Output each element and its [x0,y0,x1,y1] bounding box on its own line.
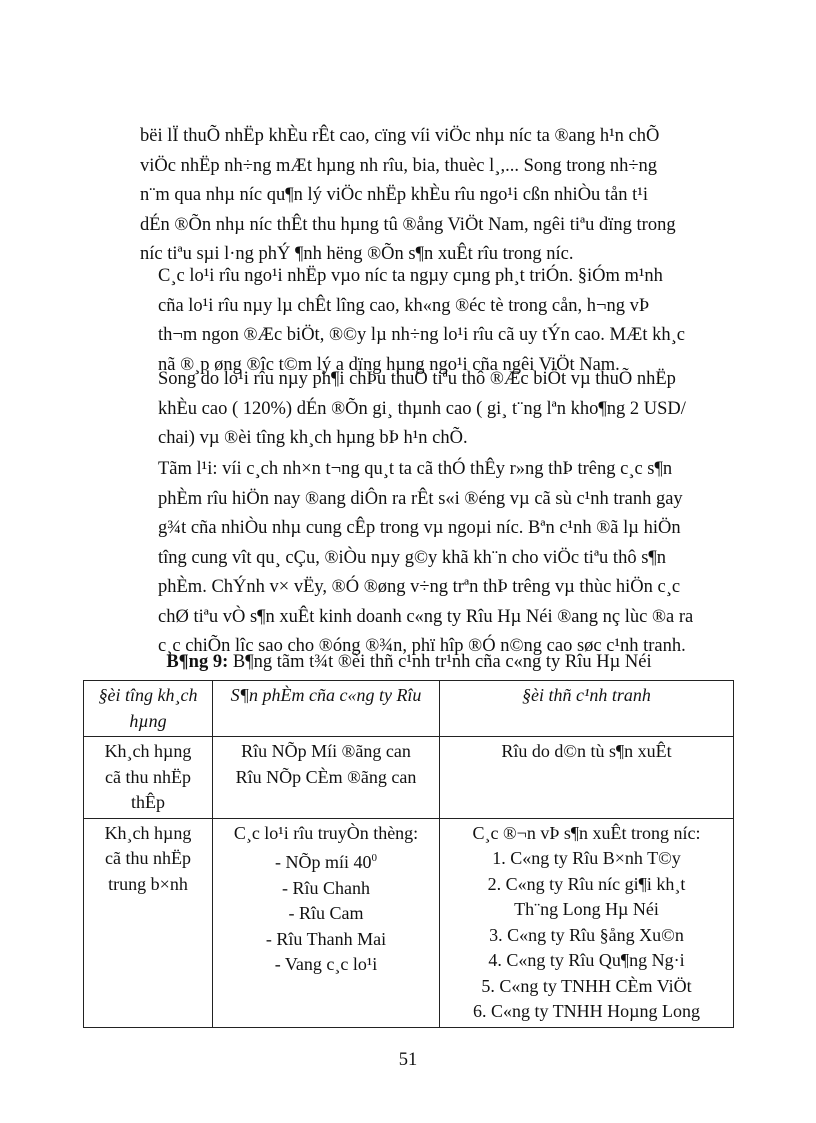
cell-line: 6. C«ng ty TNHH Hoµng Long [472,1001,701,1021]
cell-line: - Rîu Cam [288,903,364,923]
cell-line [217,846,435,876]
cell-line: thÊp [131,792,165,812]
cell-line: 4. C«ng ty Rîu Qu¶ng Ng·i [488,950,685,970]
cell-line: Rîu NÕp Míi ®ãng can [241,741,411,761]
table-caption [84,650,734,674]
table-cell [213,818,440,1027]
cell-line: Th¨ng Long Hµ Néi [514,899,659,919]
text-line: bëi lÏ thuÕ nhËp khÈu rÊt cao, cïng víi viÖc nhµ níc ta ®ang h¹n chÕ [140,126,660,146]
text-line: chai) vµ ®èi tîng kh¸ch hµng bÞ h¹n chÕ. [158,428,468,448]
text-line: nã ®¸p øng ®îc t©m lý a dïng hµng ngo¹i cña ngêi ViÖt Nam. [158,354,620,375]
cell-line: C¸c ®¬n vÞ s¶n xuÊt trong níc: [472,822,701,843]
header-cell-customers [84,681,213,737]
caption-text: B¶ng tãm t¾t ®èi thñ c¹nh tr¹nh cña c«ng ty Rîu Hµ Néi [228,652,652,672]
cell-line: 5. C«ng ty TNHH CÈm ViÖt [481,975,692,996]
text-line: cña lo¹i rîu nµy lµ chÊt lîng cao, kh«ng ®éc tè trong cån, h¬ng vÞ [158,295,650,316]
text-line: g¾t cña nhiÒu nhµ cung cÊp trong vµ ngoµi níc. Bªn c¹nh ®ã lµ hiÖn [158,518,681,538]
table-cell [84,818,213,1027]
cell-line: trung b×nh [108,873,188,894]
text-line: phÈm rîu hiÖn nay ®ang diÔn ra rÊt s«i ®éng vµ cã sù c¹nh tranh gay [158,488,683,509]
header-cell-products [213,681,440,737]
cell-line: §èi thñ c¹nh tranh [522,685,651,705]
paragraph-1 [140,122,695,270]
table-cell [84,737,213,819]
text-line: n¨m qua nhµ níc qu¶n lý viÖc nhËp khÈu rîu ngo¹i cßn nhiÒu tån t¹i [140,185,648,205]
cell-line: cã thu nhËp [105,766,191,787]
text-line: khÈu cao ( 120%) dÉn ®Õn gi¸ thµnh cao ( gi¸ t¨ng lªn kho¶ng 2 USD/ [158,398,686,419]
caption-label: B¶ng 9: [166,652,229,672]
header-cell-competitors [440,681,734,737]
cell-line: C¸c lo¹i rîu truyÒn thèng: [233,822,419,843]
text-line: c¸c chiÕn lîc sao cho ®óng ®¾n, phï hîp ®Ó n©ng cao søc c¹nh tranh. [158,636,686,656]
cell-line: 1. C«ng ty Rîu B×nh T©y [492,848,681,868]
text-line: níc tiªu sµi l·ng phÝ ¶nh hëng ®Õn s¶n xuÊt rîu trong níc. [140,244,574,264]
cell-line: - Vang c¸c lo¹i [274,954,378,974]
cell-line: cã thu nhËp [105,848,191,868]
cell-line: 2. C«ng ty Rîu níc gi¶i kh¸t [487,873,686,894]
text-line: phÈm. ChÝnh v× vËy, ®Ó ®øng v÷ng trªn thÞ trêng vµ thùc hiÖn c¸c [158,577,681,597]
cell-line: Rîu do d©n tù s¶n xuÊt [501,741,672,761]
text-line: Song do lo¹i rîu nµy ph¶i chÞu thuÕ tiªu thô ®Æc biÖt vµ thuÕ nhËp [158,369,676,389]
text-line: dÉn ®Õn nhµ níc thÊt thu hµng tû ®ång ViÖt Nam, ngêi tiªu dïng trong [140,214,676,235]
text-line: viÖc nhËp nh÷ng mÆt hµng nh rîu, bia, thuèc l¸,... Song trong nh÷ng [140,155,658,176]
paragraph-2 [140,262,695,380]
degree-superscript: 0 [371,852,377,864]
table-row [84,818,734,1027]
cell-line: §èi tîng kh¸ch [98,685,198,705]
table-cell [440,818,734,1027]
cell-line: Rîu NÕp CÈm ®ãng can [235,766,417,787]
competitor-table [83,680,734,1028]
cell-line: 3. C«ng ty Rîu §ång Xu©n [489,924,684,945]
text-line: tîng cung vît qu¸ cÇu, ®iÒu nµy g©y khã kh¨n cho viÖc tiªu thô s¶n [158,547,667,568]
cell-line: - Rîu Thanh Mai [265,928,387,949]
cell-line: Kh¸ch hµng [104,741,192,761]
table-cell [440,737,734,819]
cell-line-text: - NÕp míi 40 [275,852,372,872]
cell-line: Kh¸ch hµng [104,822,192,843]
paragraph-4 [140,455,695,662]
text-line: chØ tiªu vÒ s¶n xuÊt kinh doanh c«ng ty Rîu Hµ Néi ®ang nç lùc ®a ra [158,606,694,627]
paragraph-3 [140,365,695,454]
cell-line: - Rîu Chanh [282,877,370,898]
text-line: Tãm l¹i: víi c¸ch nh×n t¬ng qu¸t ta cã thÓ thÊy r»ng thÞ trêng c¸c s¶n [158,459,673,479]
cell-line: S¶n phÈm cña c«ng ty Rîu [230,685,422,705]
table-cell [213,737,440,819]
page-number: 51 [398,1050,418,1070]
table-header-row [84,681,734,737]
text-line: C¸c lo¹i rîu ngo¹i nhËp vµo níc ta ngµy cµng ph¸t triÓn. §iÓm m¹nh [158,266,663,286]
table-row [84,737,734,819]
text-line: th¬m ngon ®Æc biÖt, ®©y lµ nh÷ng lo¹i rîu cã uy tÝn cao. MÆt kh¸c [158,325,686,345]
cell-line: hµng [129,710,167,731]
